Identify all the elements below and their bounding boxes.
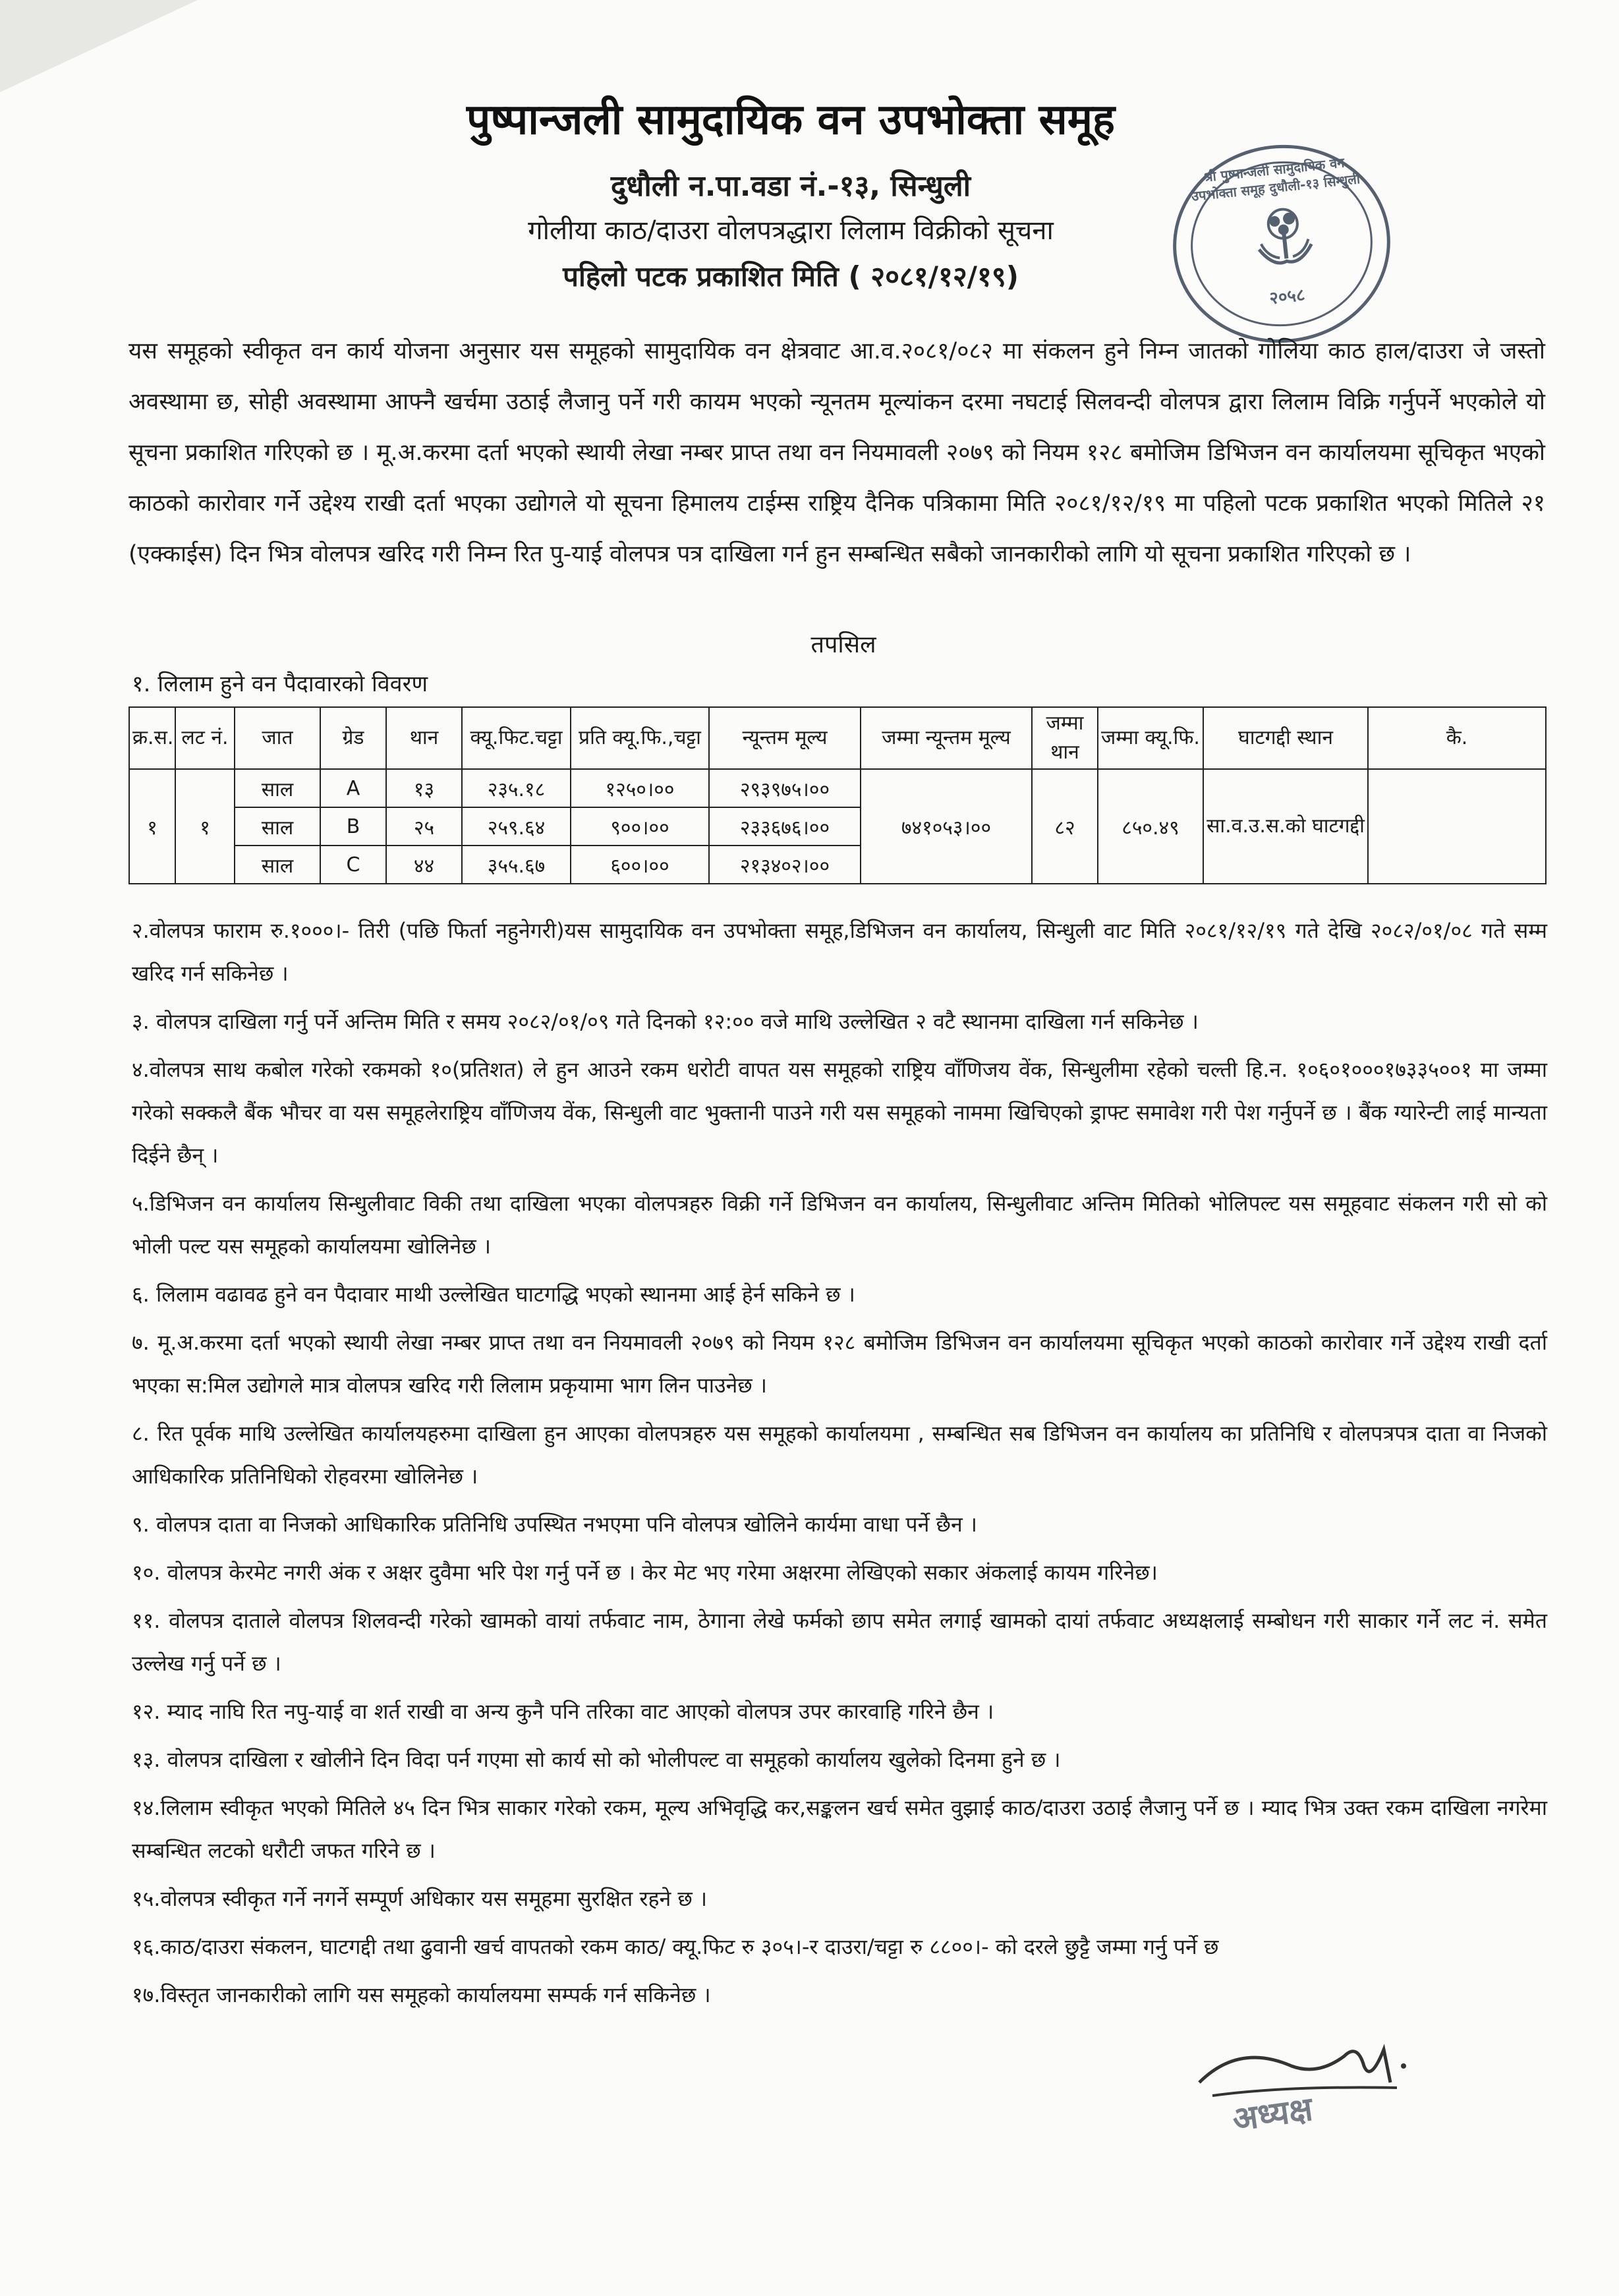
cell-total-pieces: ८२ xyxy=(1032,769,1098,884)
cell-grade: A xyxy=(320,769,386,807)
table-row xyxy=(129,769,1546,807)
header-depot: घाटगद्दी स्थान xyxy=(1203,707,1368,769)
page-title: पुष्पान्जली सामुदायिक वन उपभोक्ता समूह xyxy=(466,96,1116,144)
header-total-volume: जम्मा क्यू.फि. xyxy=(1098,707,1203,769)
cell-sn: १ xyxy=(129,769,175,884)
cell-volume: ३५५.६७ xyxy=(462,846,571,884)
list-item: १४.लिलाम स्वीकृत भएको मितिले ४५ दिन भित्र साकार गरेको रकम, मूल्य अभिवृद्धि कर,सङ्कलन खर्च समेत वुझाई काठ/दाउरा उठाई लैजानु पर्ने छ । म्याद भित्र उक्त रकम दाखिला नगरेमा सम्बन्धित लटको धरौटी जफत गरिने छ । xyxy=(132,1795,1547,1863)
list-item: ९. वोलपत्र दाता वा निजको आधिकारिक प्रतिनिधि उपस्थित नभएमा पनि वोलपत्र खोलिने कार्यमा वाधा पर्ने छैन । xyxy=(132,1512,978,1537)
header-volume: क्यू.फिट.चट्टा xyxy=(462,707,571,769)
cell-total-min-value: ७४१०५३।०० xyxy=(861,769,1032,884)
cell-grade: B xyxy=(320,807,386,846)
cell-min-value: २१३४०२।०० xyxy=(709,846,861,884)
cell-pieces: १३ xyxy=(386,769,462,807)
header-grade: ग्रेड xyxy=(320,707,386,769)
list-item: ४.वोलपत्र साथ कबोल गरेको रकमको १०(प्रतिशत) ले हुन आउने रकम धरोटी वापत यस समूहको राष्ट्रिय वाँणिजय वेंक, सिन्धुलीमा रहेको चल्ती हि.न. १०६०१०००१७३३५००१ मा जम्मा गरेको सक्कलै बैंक भौचर वा यस समूहलेराष्ट्रिय वाँणिजय वेंक, सिन्धुली वाट भुक्तानी पाउने गरी यस समूहको नाममा खिचिएको ड्राफ्ट समावेश गरी पेश गर्नुपर्ने छ । बैंक ग्यारेन्टी लाई मान्यता दिईने छैन् । xyxy=(132,1057,1547,1168)
notice-subtitle: गोलीया काठ/दाउरा वोलपत्रद्धारा लिलाम विक्रीको सूचना xyxy=(528,215,1054,246)
published-date: पहिलो पटक प्रकाशित मिति ( २०८१/१२/१९) xyxy=(563,260,1019,293)
list-item: ८. रित पूर्वक माथि उल्लेखित कार्यालयहरुमा दाखिला हुन आएका वोलपत्रहरु यस समूहको कार्यालयमा , सम्बन्धित सब डिभिजन वन कार्यालय का प्रतिनिधि र वोलपत्रपत्र दाता वा निजको आधिकारिक प्रतिनिधिको रोहवरमा खोलिनेछ । xyxy=(132,1421,1547,1489)
header-species: जात xyxy=(235,707,320,769)
schedule-heading: तपसिल xyxy=(810,631,876,658)
cell-lot: १ xyxy=(175,769,235,884)
cell-species: साल xyxy=(235,846,320,884)
seal-ring-text: श्री पुष्पान्जली सामुदायिक वन उपभोक्ता समूह दुधौली-१३ सिन्धुली xyxy=(1190,154,1361,204)
cell-pieces: ४४ xyxy=(386,846,462,884)
header-lot: लट नं. xyxy=(175,707,235,769)
section-heading: १. लिलाम हुने वन पैदावारको विवरण xyxy=(132,671,428,697)
list-item: ११. वोलपत्र दाताले वोलपत्र शिलवन्दी गरेको खामको वायां तर्फवाट नाम, ठेगाना लेखे फर्मको छाप समेत लगाई खामको दायां तर्फवाट अध्यक्षलाई सम्बोधन गरी साकार गर्ने लट नं. समेत उल्लेख गर्नु पर्ने छ । xyxy=(132,1608,1547,1676)
header-min-value: न्यून्तम मूल्य xyxy=(709,707,861,769)
cell-rate: ९००।०० xyxy=(571,807,709,846)
cell-species: साल xyxy=(235,769,320,807)
cell-species: साल xyxy=(235,807,320,846)
list-item: १७.विस्तृत जानकारीको लागि यस समूहको कार्यालयमा सम्पर्क गर्न सकिनेछ । xyxy=(132,1982,711,2007)
cell-pieces: २५ xyxy=(386,807,462,846)
terms-list xyxy=(132,909,1547,2022)
tree-hands-icon xyxy=(1247,198,1321,283)
list-item: १३. वोलपत्र दाखिला र खोलीने दिन विदा पर्न गएमा सो कार्य सो को भोलीपल्ट वा समूहको कार्यालय खुलेको दिनमा हुने छ । xyxy=(132,1747,1061,1772)
cell-min-value: २९३९७५।०० xyxy=(709,769,861,807)
cell-volume: २५९.६४ xyxy=(462,807,571,846)
list-item: ५.डिभिजन वन कार्यालय सिन्धुलीवाट विकी तथा दाखिला भएका वोलपत्रहरु विक्री गर्ने डिभिजन वन कार्यालय, सिन्धुलीवाट अन्तिम मितिको भोलिपल्ट यस समूहवाट संकलन गरी सो को भोली पल्ट यस समूहको कार्यालयमा खोलिनेछ । xyxy=(132,1191,1547,1259)
header-remarks: कै. xyxy=(1368,707,1546,769)
list-item: २.वोलपत्र फाराम रु.१०००।- तिरी (पछि फिर्ता नहुनेगरी)यस सामुदायिक वन उपभोक्ता समूह,डिभिजन वन कार्यालय, सिन्धुली वाट मिति २०८१/१२/१९ गते देखि २०८२/०१/०८ गते सम्म खरिद गर्न सकिनेछ । xyxy=(132,918,1547,986)
list-item: ३. वोलपत्र दाखिला गर्नु पर्ने अन्तिम मिति र समय २०८२/०१/०९ गते दिनको १२:०० वजे माथि उल्लेखित २ वटै स्थानमा दाखिला गर्न सकिनेछ । xyxy=(132,1009,1199,1034)
list-item: ६. लिलाम वढावढ हुने वन पैदावार माथी उल्लेखित घाटगद्धि भएको स्थानमा आई हेर्न सकिने छ । xyxy=(132,1282,855,1307)
cell-rate: १२५०।०० xyxy=(571,769,709,807)
chairperson-stamp: अध्यक्ष xyxy=(1230,2089,1315,2139)
list-item: १२. म्याद नाघि रित नपु-याई वा शर्त राखी वा अन्य कुनै पनि तरिका वाट आएको वोलपत्र उपर कारवाहि गरिने छैन । xyxy=(132,1699,994,1724)
cell-min-value: २३३६७६।०० xyxy=(709,807,861,846)
table-header-row xyxy=(129,707,1546,769)
intro-paragraph: यस समूहको स्वीकृत वन कार्य योजना अनुसार यस समूहको सामुदायिक वन क्षेत्रवाट आ.व.२०८१/०८२ मा संकलन हुने निम्न जातको गोलिया काठ हाल/दाउरा जे जस्तो अवस्थामा छ, सोही अवस्थामा आफ्नै खर्चमा उठाई लैजानु पर्ने गरी कायम भएको न्यूनतम मूल्यांकन दरमा नघटाई सिलवन्दी वोलपत्र द्वारा लिलाम विक्रि गर्नुपर्ने भएकोले यो सूचना प्रकाशित गरिएको छ । मू.अ.करमा दर्ता भएको स्थायी लेखा नम्बर प्राप्त तथा वन नियमावली २०७९ को नियम १२८ बमोजिम डिभिजन वन कार्यालयमा सूचिकृत भएको काठको कारोवार गर्ने उद्देश्य राखी दर्ता भएका उद्योगले यो सूचना हिमालय टाईम्स राष्ट्रिय दैनिक पत्रिकामा मिति २०८१/१२/१९ मा पहिलो पटक प्रकाशित भएको मितिले २१ (एक्काईस) दिन भित्र वोलपत्र खरिद गरी निम्न रित पु-याई वोलपत्र पत्र दाखिला गर्न हुन सम्बन्धित सबैको जानकारीको लागि यो सूचना प्रकाशित गरिएको छ । xyxy=(128,338,1545,567)
seal-year: २०५८ xyxy=(1268,285,1306,309)
cell-total-volume: ८५०.४९ xyxy=(1098,769,1203,884)
list-item: १५.वोलपत्र स्वीकृत गर्ने नगर्ने सम्पूर्ण अधिकार यस समूहमा सुरक्षित रहने छ । xyxy=(132,1886,708,1911)
address-line: दुधौली न.पा.वडा नं.-१३, सिन्धुली xyxy=(610,169,971,203)
header-total-pieces: जम्मा थान xyxy=(1032,707,1098,769)
cell-rate: ६००।०० xyxy=(571,846,709,884)
signature-icon xyxy=(1186,2003,1450,2115)
header-pieces: थान xyxy=(386,707,462,769)
cell-grade: C xyxy=(320,846,386,884)
header-rate: प्रति क्यू.फि.,चट्टा xyxy=(571,707,709,769)
header-sn: क्र.स. xyxy=(129,707,175,769)
lot-details-table xyxy=(128,706,1547,884)
cell-depot: सा.व.उ.स.को घाटगद्दी xyxy=(1203,769,1368,884)
list-item: १०. वोलपत्र केरमेट नगरी अंक र अक्षर दुवैमा भरि पेश गर्नु पर्ने छ । केर मेट भए गरेमा अक्षरमा लेखिएको सकार अंकलाई कायम गरिनेछ। xyxy=(132,1560,1158,1585)
cell-remarks xyxy=(1368,769,1546,884)
list-item: १६.काठ/दाउरा संकलन, घाटगद्दी तथा ढुवानी खर्च वापतको रकम काठ/ क्यू.फिट रु ३०५।-र दाउरा/चट्टा रु ८८००।- को दरले छुट्टै जम्मा गर्नु पर्ने छ xyxy=(132,1934,1219,1959)
list-item: ७. मू.अ.करमा दर्ता भएको स्थायी लेखा नम्बर प्राप्त तथा वन नियमावली २०७९ को नियम १२८ बमोजिम डिभिजन वन कार्यालयमा सूचिकृत भएको काठको कारोवार गर्ने उद्देश्य राखी दर्ता भएका स:मिल उद्योगले मात्र वोलपत्र खरिद गरी लिलाम प्रकृयामा भाग लिन पाउनेछ । xyxy=(132,1330,1547,1398)
cell-volume: २३५.१८ xyxy=(462,769,571,807)
header-total-min-value: जम्मा न्यून्तम मूल्य xyxy=(861,707,1032,769)
